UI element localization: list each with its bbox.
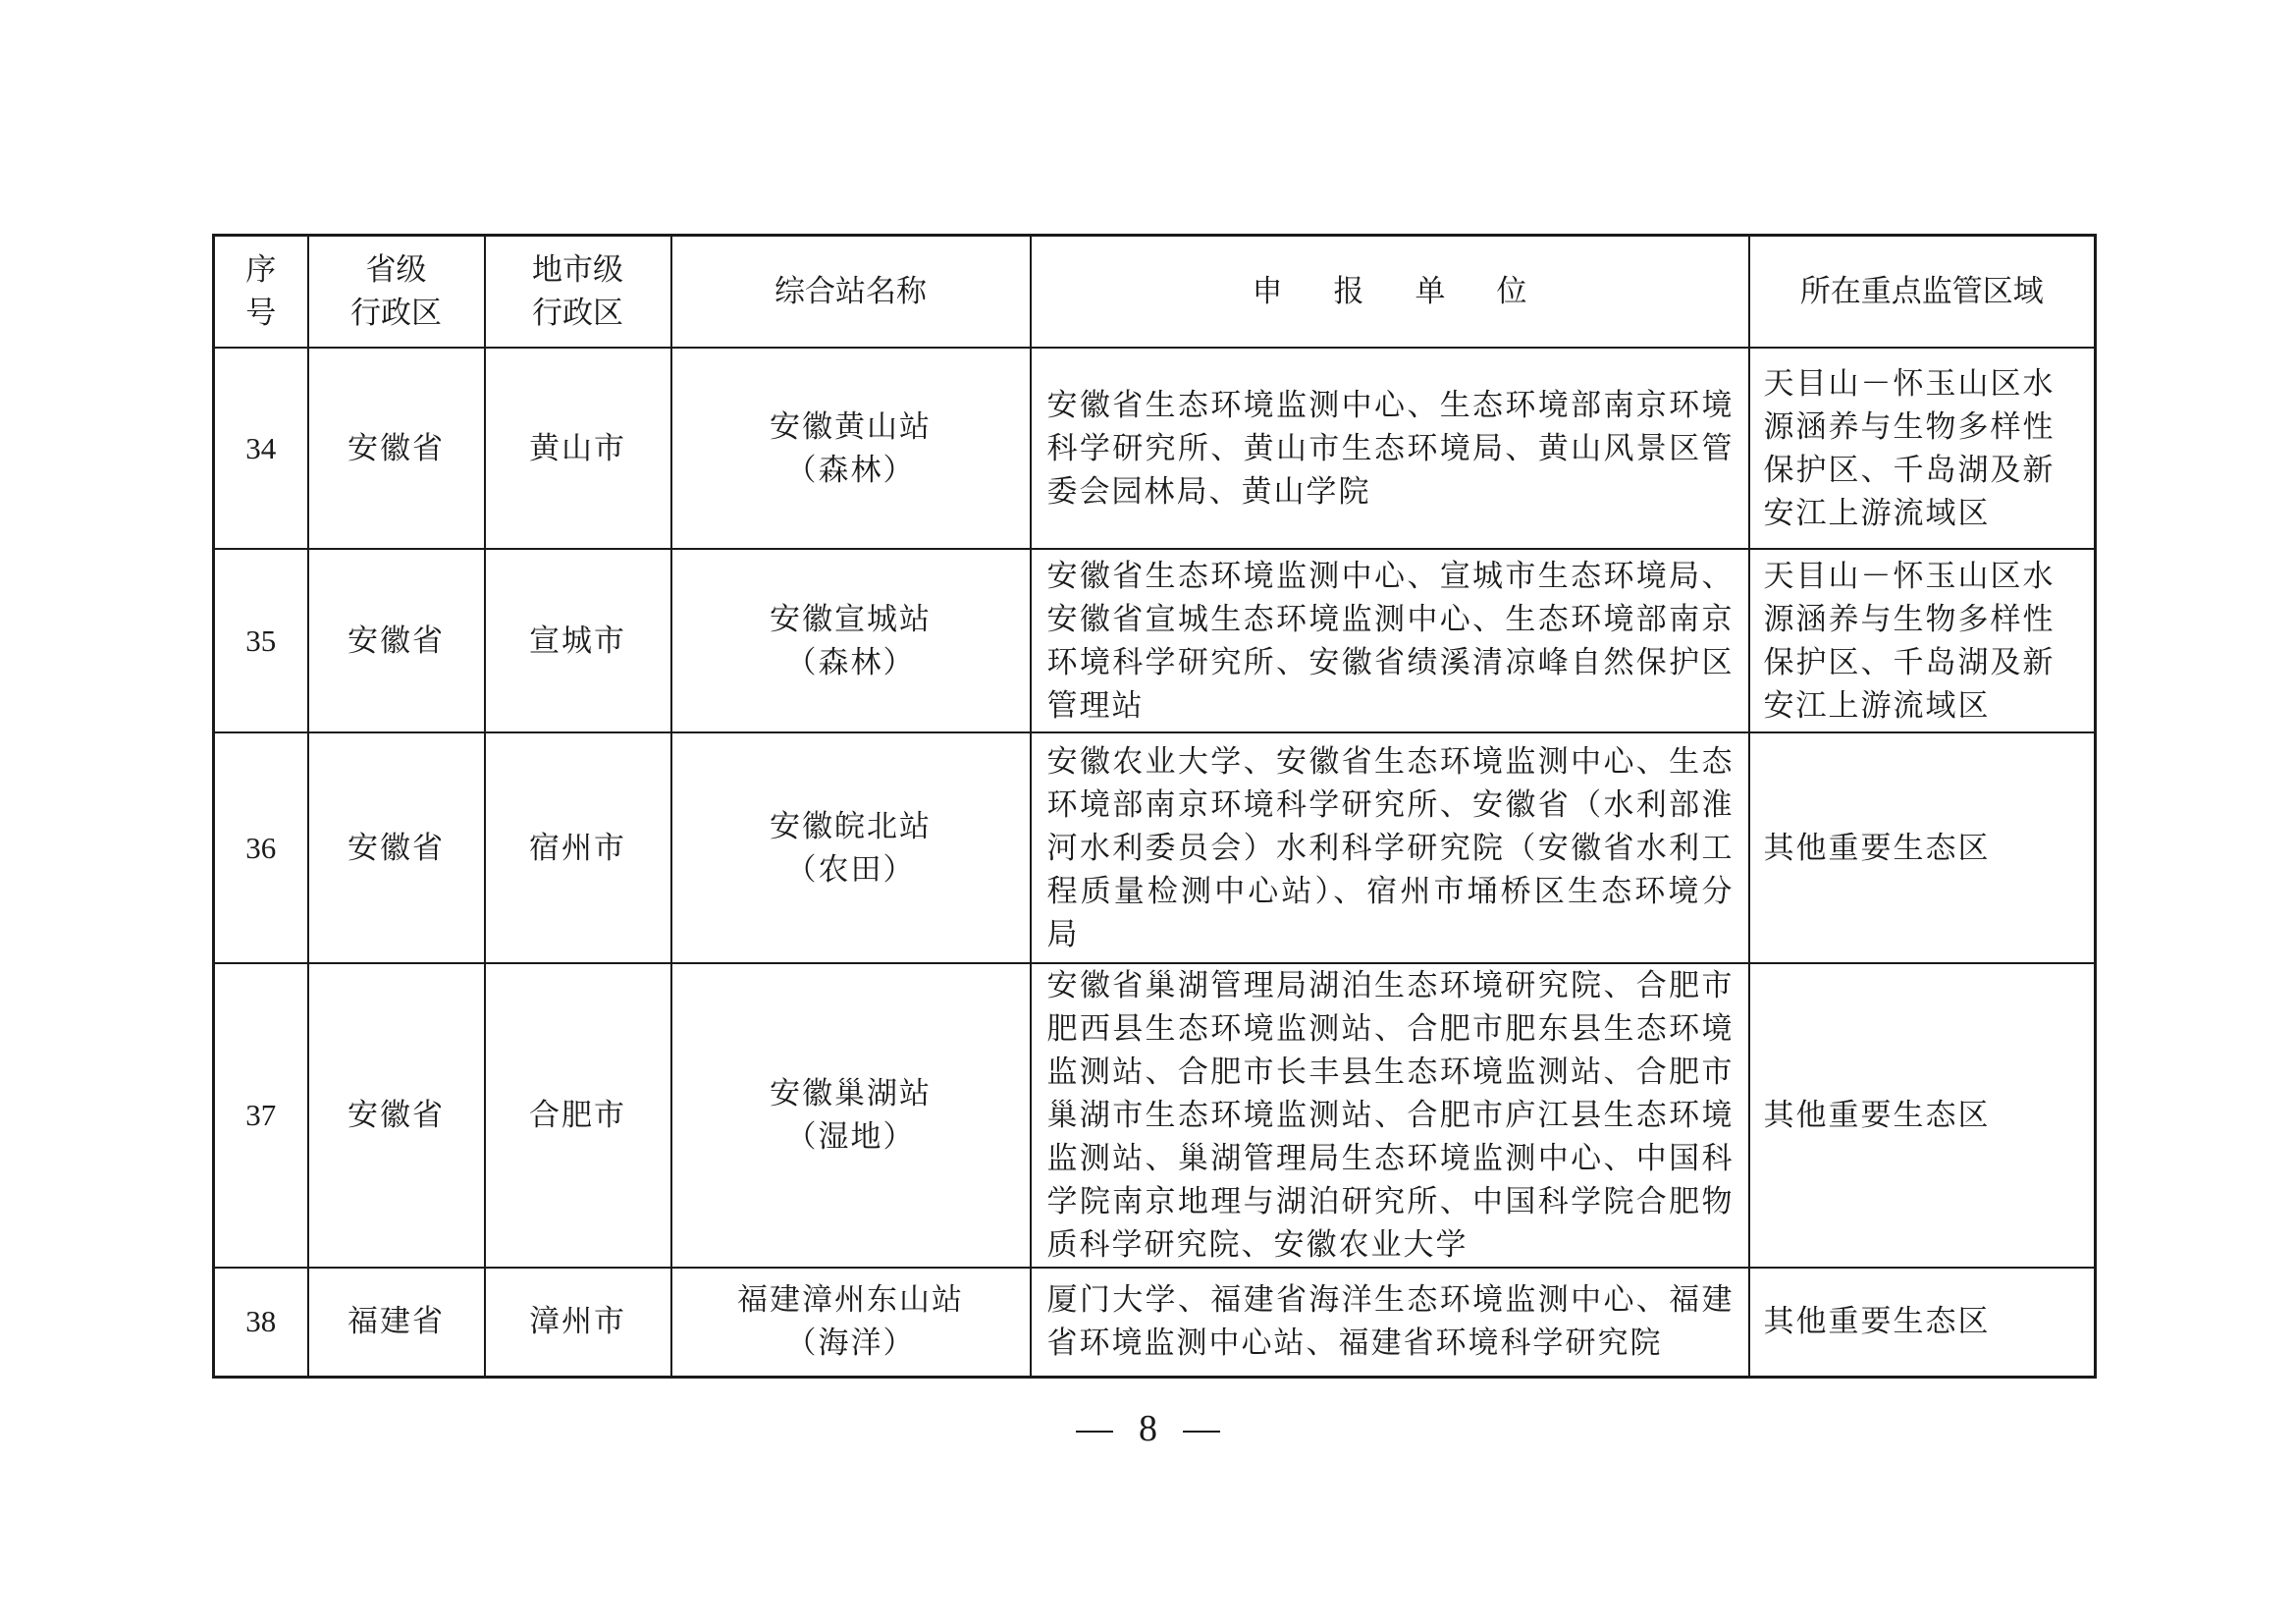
row-region: 其他重要生态区 [1749, 1268, 2096, 1377]
row-index: 37 [214, 963, 308, 1268]
row-province: 安徽省 [308, 348, 485, 549]
header-index-line1: 序 [245, 252, 277, 288]
header-station-label: 综合站名称 [774, 274, 927, 309]
table-header [214, 236, 2096, 349]
row-unit: 厦门大学、福建省海洋生态环境监测中心、福建省环境监测中心站、福建省环境科学研究院 [1031, 1268, 1749, 1377]
header-city-line1: 地市级 [532, 252, 623, 288]
table-row [214, 732, 2096, 963]
header-city [485, 236, 671, 349]
header-province-line2: 行政区 [350, 296, 442, 331]
header-station [671, 236, 1031, 349]
station-name: 安徽巢湖站 [770, 1076, 932, 1111]
header-index-line2: 号 [245, 296, 277, 331]
table-row [214, 348, 2096, 549]
header-index [214, 236, 308, 349]
table-body [214, 348, 2096, 1377]
station-name: 福建漳州东山站 [737, 1282, 964, 1319]
header-unit [1031, 236, 1749, 349]
row-city: 宣城市 [485, 549, 671, 732]
row-region: 天目山－怀玉山区水源涵养与生物多样性保护区、千岛湖及新安江上游流域区 [1749, 348, 2096, 549]
row-index: 35 [214, 549, 308, 732]
station-type: （湿地） [785, 1119, 916, 1155]
row-unit: 安徽农业大学、安徽省生态环境监测中心、生态环境部南京环境科学研究所、安徽省（水利部淮河水利委员会）水利科学研究院（安徽省水利工程质量检测中心站）、宿州市埇桥区生态环境分局 [1031, 732, 1749, 963]
row-city: 黄山市 [485, 348, 671, 549]
header-region [1749, 236, 2096, 349]
row-city: 宿州市 [485, 732, 671, 963]
row-station [671, 1268, 1031, 1377]
table-row [214, 549, 2096, 732]
page-number: 8 [1139, 1408, 1157, 1449]
row-province: 安徽省 [308, 963, 485, 1268]
footer-dash-left [1076, 1431, 1113, 1433]
station-name: 安徽黄山站 [770, 408, 932, 445]
row-province: 安徽省 [308, 732, 485, 963]
row-province: 福建省 [308, 1268, 485, 1377]
row-station [671, 963, 1031, 1268]
station-type: （森林） [785, 452, 916, 488]
row-station [671, 348, 1031, 549]
row-city: 合肥市 [485, 963, 671, 1268]
row-unit: 安徽省生态环境监测中心、宣城市生态环境局、安徽省宣城生态环境监测中心、生态环境部南京环境科学研究所、安徽省绩溪清凉峰自然保护区管理站 [1031, 549, 1749, 732]
row-index: 34 [214, 348, 308, 549]
row-index: 38 [214, 1268, 308, 1377]
header-region-label: 所在重点监管区域 [1799, 274, 2044, 309]
station-table [212, 234, 2097, 1379]
table-row [214, 963, 2096, 1268]
header-city-line2: 行政区 [532, 296, 623, 331]
row-province: 安徽省 [308, 549, 485, 732]
row-unit: 安徽省生态环境监测中心、生态环境部南京环境科学研究所、黄山市生态环境局、黄山风景区管委会园林局、黄山学院 [1031, 348, 1749, 549]
row-station [671, 732, 1031, 963]
row-unit: 安徽省巢湖管理局湖泊生态环境研究院、合肥市肥西县生态环境监测站、合肥市肥东县生态环境监测站、合肥市长丰县生态环境监测站、合肥市巢湖市生态环境监测站、合肥市庐江县生态环境监测站、巢湖管理局生态环境监测中心、中国科学院南京地理与湖泊研究所、中国科学院合肥物质科学研究院、安徽农业大学 [1031, 963, 1749, 1268]
table-row [214, 1268, 2096, 1377]
header-province-line1: 省级 [365, 252, 427, 288]
station-type: （农田） [785, 851, 916, 888]
row-index: 36 [214, 732, 308, 963]
header-province [308, 236, 485, 349]
station-type: （森林） [785, 644, 916, 680]
station-type: （海洋） [785, 1326, 916, 1362]
footer-dash-right [1183, 1431, 1220, 1433]
row-city: 漳州市 [485, 1268, 671, 1377]
station-name: 安徽皖北站 [770, 808, 932, 844]
page-footer [0, 1406, 2296, 1451]
header-unit-label: 申报单位 [1252, 274, 1578, 309]
row-station [671, 549, 1031, 732]
station-name: 安徽宣城站 [770, 601, 932, 637]
row-region: 其他重要生态区 [1749, 732, 2096, 963]
row-region: 天目山－怀玉山区水源涵养与生物多样性保护区、千岛湖及新安江上游流域区 [1749, 549, 2096, 732]
row-region: 其他重要生态区 [1749, 963, 2096, 1268]
